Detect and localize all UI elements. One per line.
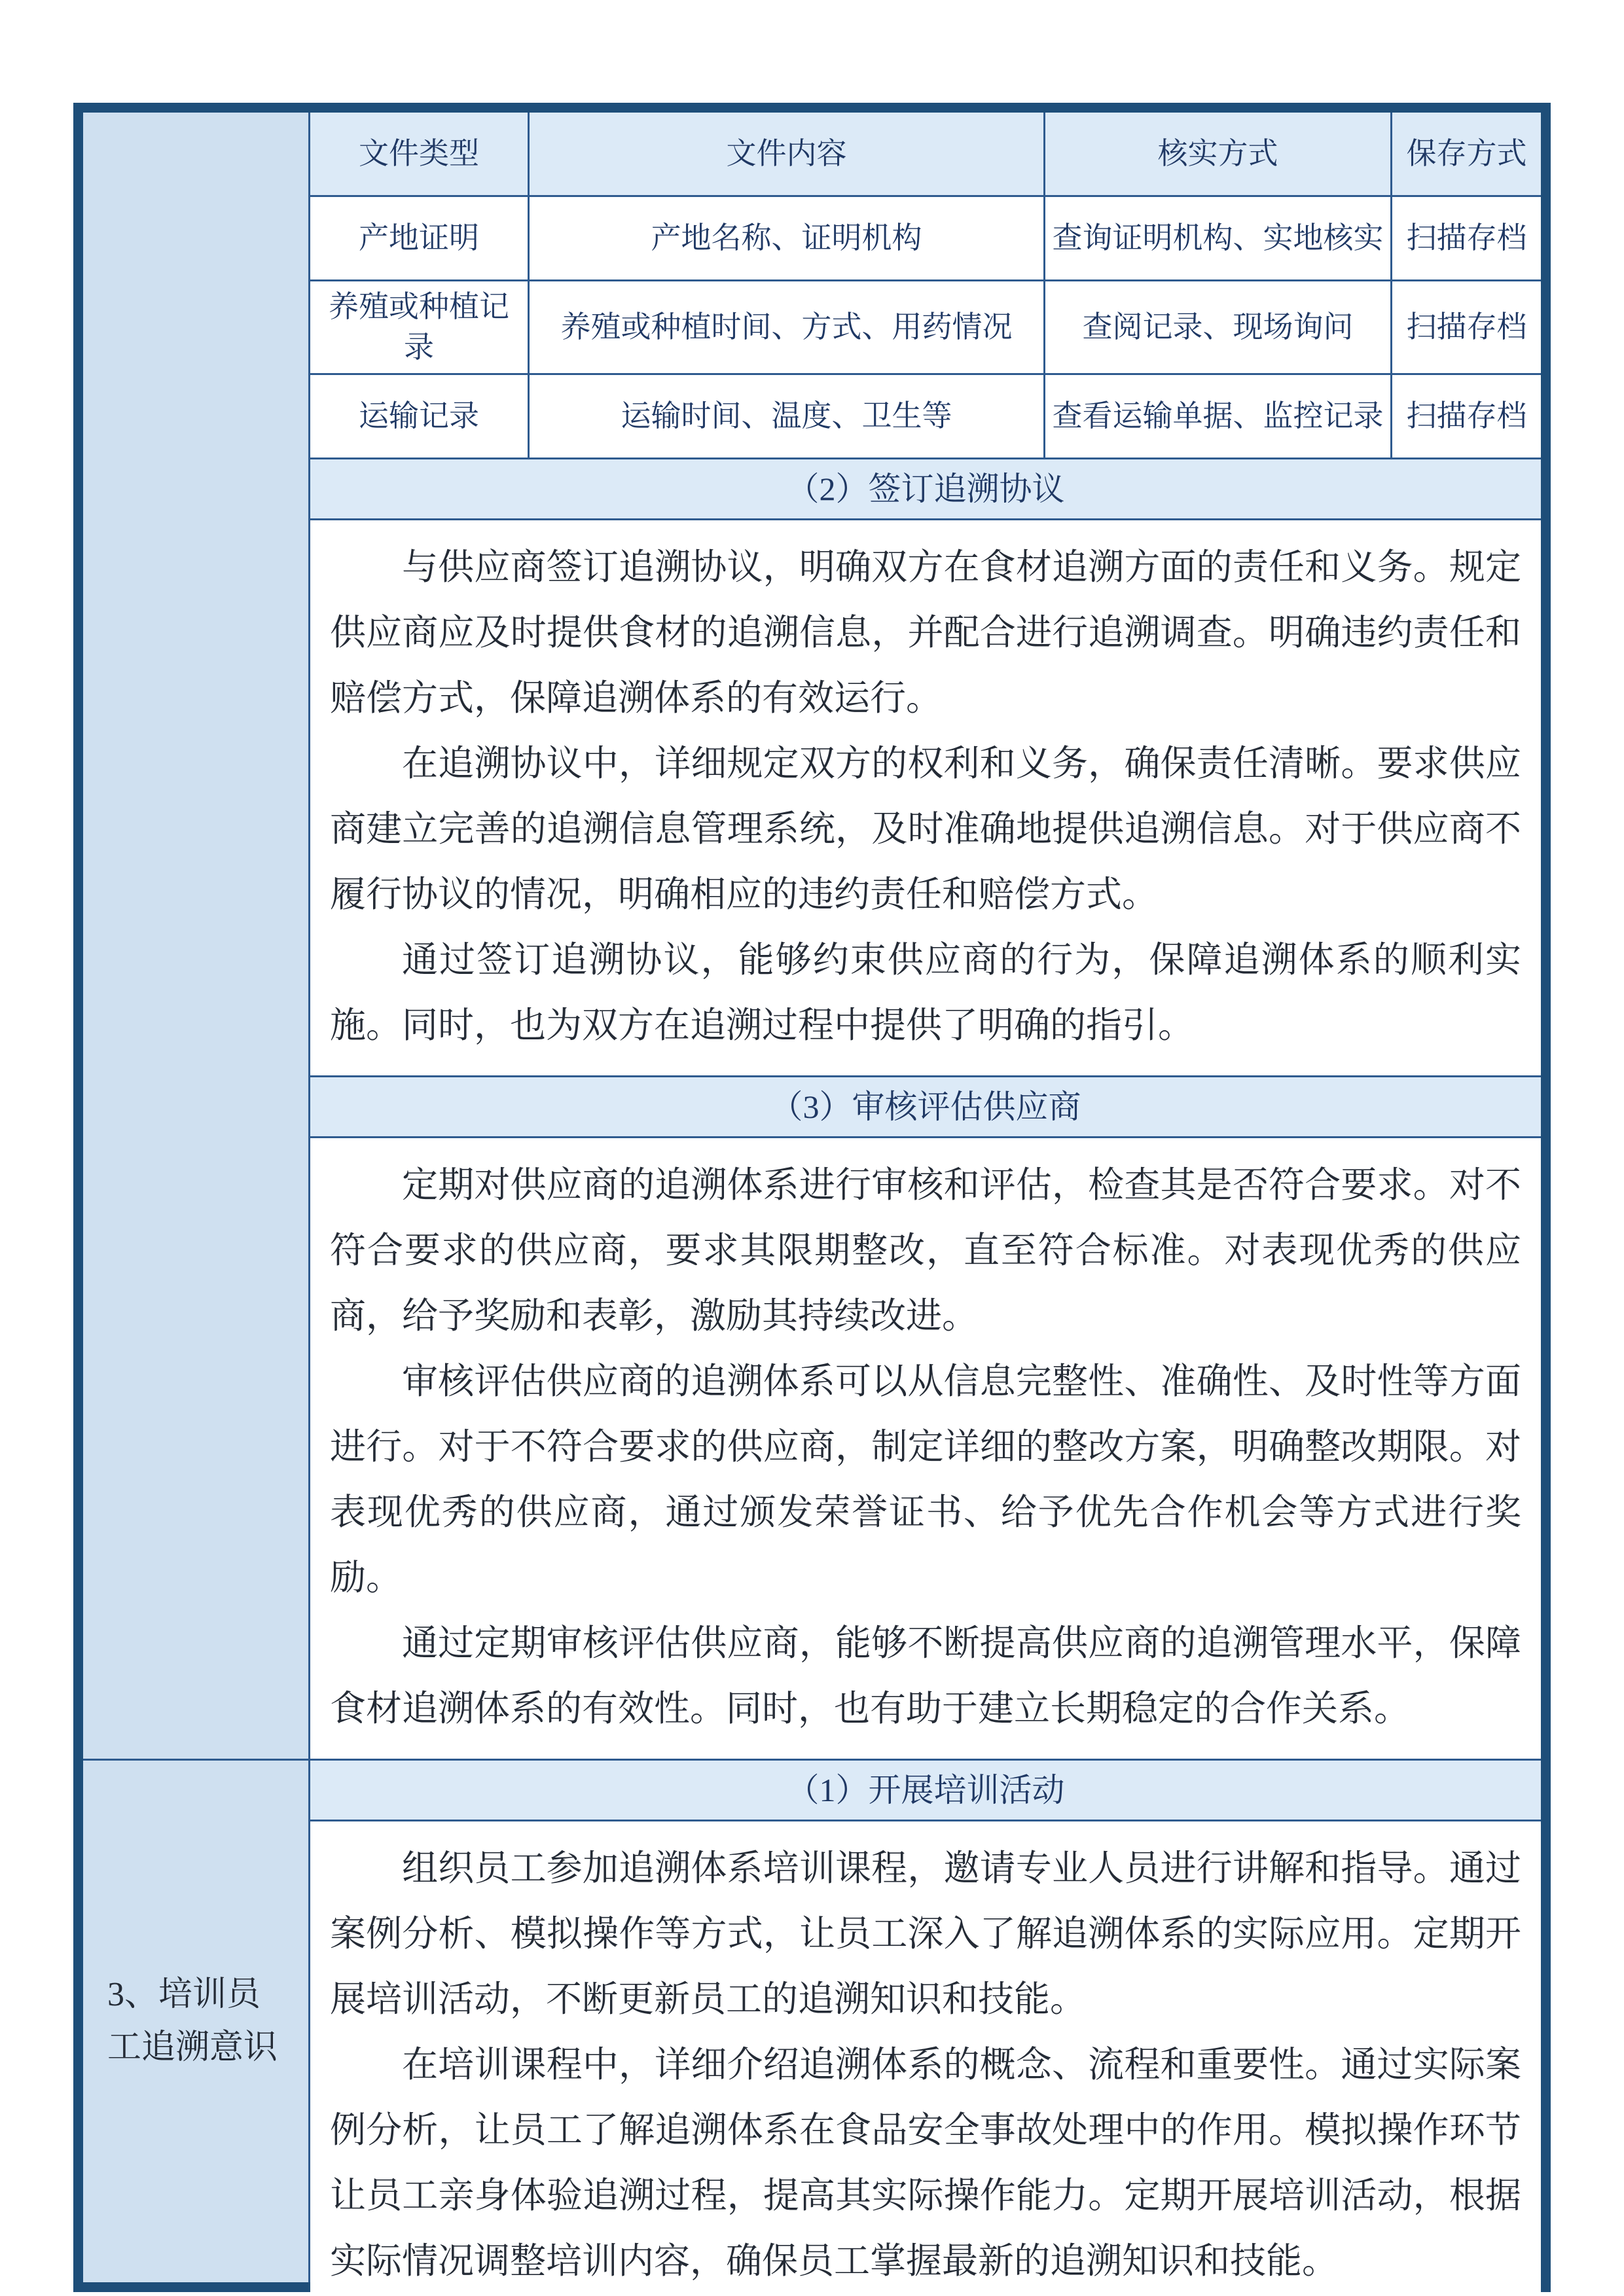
table-row-training-awareness bbox=[83, 1759, 1541, 2282]
section-heading-training-activities: （1）开展培训活动 bbox=[310, 1761, 1541, 1821]
table-header-row bbox=[310, 113, 1541, 197]
paragraph: 定期对供应商的追溯体系进行审核和评估，检查其是否符合要求。对不符合要求的供应商，要求其限期整改，直至符合标准。对表现优秀的供应商，给予奖励和表彰，激励其持续改进。 bbox=[330, 1165, 1521, 1336]
paragraph: 与供应商签订追溯协议，明确双方在食材追溯方面的责任和义务。规定供应商应及时提供食材的追溯信息，并配合进行追溯调查。明确违约责任和赔偿方式，保障追溯体系的有效运行。 bbox=[330, 547, 1521, 719]
cell-verify-method: 查询证明机构、实地核实 bbox=[1045, 197, 1392, 279]
table-row-transport-record bbox=[310, 375, 1541, 457]
cell-verify-method: 查阅记录、现场询问 bbox=[1045, 281, 1392, 373]
paragraph: 审核评估供应商的追溯体系可以从信息完整性、准确性、及时性等方面进行。对于不符合要求的供应商，制定详细的整改方案，明确整改期限。对表现优秀的供应商，通过颁发荣誉证书、给予优先合作机会等方式进行奖励。 bbox=[330, 1361, 1521, 1598]
cell-file-content: 养殖或种植时间、方式、用药情况 bbox=[530, 281, 1045, 373]
cell-file-type: 养殖或种植记录 bbox=[310, 281, 530, 373]
section-body-audit-suppliers bbox=[310, 1138, 1541, 1759]
paragraph: 在培训课程中，详细介绍追溯体系的概念、流程和重要性。通过实际案例分析，让员工了解追溯体系在食品安全事故处理中的作用。模拟操作环节让员工亲身体验追溯过程，提高其实际操作能力。定期开展培训活动，根据实际情况调整培训内容，确保员工掌握最新的追溯知识和技能。 bbox=[330, 2045, 1521, 2282]
row-header-cell-empty bbox=[83, 113, 310, 1759]
column-header-storage-method: 保存方式 bbox=[1392, 113, 1541, 195]
cell-file-type: 产地证明 bbox=[310, 197, 530, 279]
paragraph: 通过签订追溯协议，能够约束供应商的行为，保障追溯体系的顺利实施。同时，也为双方在追溯过程中提供了明确的指引。 bbox=[330, 940, 1521, 1046]
training-content bbox=[310, 1761, 1541, 2282]
cell-storage-method: 扫描存档 bbox=[1406, 399, 1527, 433]
cell-file-content: 产地名称、证明机构 bbox=[530, 197, 1045, 279]
table-row-supplier-management bbox=[83, 113, 1541, 1759]
row-header-label: 3、培训员工追溯意识 bbox=[107, 1976, 278, 2066]
paragraph: 在追溯协议中，详细规定双方的权利和义务，确保责任清晰。要求供应商建立完善的追溯信息管理系统，及时准确地提供追溯信息。对于供应商不履行协议的情况，明确相应的违约责任和赔偿方式。 bbox=[330, 744, 1521, 915]
section-heading-sign-agreement: （2）签订追溯协议 bbox=[310, 459, 1541, 520]
cell-file-type: 运输记录 bbox=[310, 375, 530, 457]
cell-storage-method: 扫描存档 bbox=[1406, 221, 1527, 255]
section-body-training-activities bbox=[310, 1821, 1541, 2296]
section-body-sign-agreement bbox=[310, 520, 1541, 1077]
column-header-file-type: 文件类型 bbox=[310, 113, 530, 195]
table-row-breeding-record bbox=[310, 281, 1541, 375]
table-row-origin-certificate bbox=[310, 197, 1541, 281]
column-header-verify-method: 核实方式 bbox=[1045, 113, 1392, 195]
row-header-cell-training bbox=[83, 1761, 310, 2282]
section-heading-audit-suppliers: （3）审核评估供应商 bbox=[310, 1077, 1541, 1138]
column-header-file-content: 文件内容 bbox=[530, 113, 1045, 195]
cell-file-content: 运输时间、温度、卫生等 bbox=[530, 375, 1045, 457]
paragraph: 组织员工参加追溯体系培训课程，邀请专业人员进行讲解和指导。通过案例分析、模拟操作等方式，让员工深入了解追溯体系的实际应用。定期开展培训活动，不断更新员工的追溯知识和技能。 bbox=[330, 1848, 1521, 2020]
cell-storage-method: 扫描存档 bbox=[1406, 310, 1527, 344]
traceability-system-table bbox=[73, 103, 1551, 2292]
supplier-management-content bbox=[310, 113, 1541, 1759]
cell-verify-method: 查看运输单据、监控记录 bbox=[1045, 375, 1392, 457]
document-verification-table bbox=[310, 113, 1541, 459]
paragraph: 通过定期审核评估供应商，能够不断提高供应商的追溯管理水平，保障食材追溯体系的有效性。同时，也有助于建立长期稳定的合作关系。 bbox=[330, 1623, 1521, 1729]
